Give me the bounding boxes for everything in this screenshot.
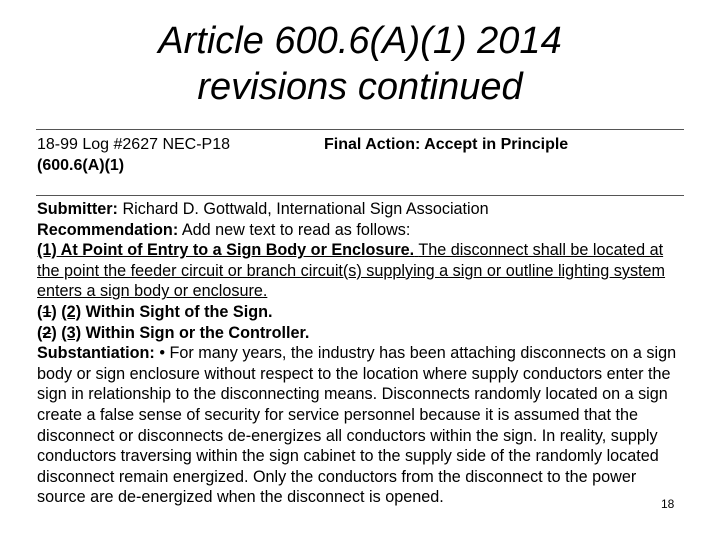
item-2-old-close: ) [51, 302, 57, 321]
item-2-old-number: 1 [42, 302, 52, 321]
item-2-text: Within Sight of the Sign. [85, 302, 273, 321]
submitter-label: Submitter: [37, 200, 118, 218]
section-reference: (600.6(A)(1) [37, 157, 125, 174]
title-line-2: revisions continued [197, 66, 523, 108]
item-2-new-number: (2) [61, 302, 82, 321]
page-number: 18 [661, 497, 675, 511]
substantiation-text: • For many years, the industry has been attaching disconnects on a sign body or sign enclosure without respect to the location where supply conductors enter the sign in relationship to the disconnecting means. Disconnects randomly located on a sign create a false sense of security for service personnel because it is assumed that the disconnect or disconnects de-energizes all conductors within the sign. In reality, supply conductors traversing within the sign cabinet to the supply side of the randomly located disconnect remain energized. Only the conductors from the disconnect to the power source are de-energized when the disconnect is opened. [37, 344, 677, 507]
substantiation-paragraph [37, 343, 687, 508]
recommendation-label: Recommendation: [37, 220, 179, 239]
recommendation-value: Add new text to read as follows: [181, 220, 411, 239]
item-3 [37, 323, 687, 344]
item-3-new-number: (3) [61, 323, 82, 342]
item-3-text: Within Sign or the Controller. [85, 323, 310, 342]
item-3-old-close: ) [51, 323, 57, 342]
top-rule [36, 129, 684, 130]
substantiation-label: Substantiation: [37, 344, 155, 363]
recommendation-line [37, 220, 687, 241]
item-3-old-open: ( [37, 323, 43, 342]
final-action: Final Action: Accept in Principle [324, 136, 569, 153]
item-3-old-number: 2 [42, 323, 52, 342]
title-line-1: Article 600.6(A)(1) 2014 [158, 20, 562, 62]
item-2 [37, 302, 687, 323]
item-1-text: The disconnect shall be located at the point the feeder circuit or branch circuit(s) supplying a sign or outline lighting system enters a sign body or enclosure. [37, 241, 666, 301]
submitter-line [37, 199, 687, 220]
item-2-old-open: ( [37, 302, 43, 321]
proposal-body [37, 199, 687, 508]
log-number: 18-99 Log #2627 NEC-P18 [37, 136, 231, 153]
middle-rule [36, 195, 684, 196]
submitter-value: Richard D. Gottwald, International Sign Association [122, 200, 489, 218]
item-1 [37, 240, 687, 302]
item-1-heading: (1) At Point of Entry to a Sign Body or Enclosure. [37, 241, 415, 260]
slide-title [0, 18, 720, 110]
